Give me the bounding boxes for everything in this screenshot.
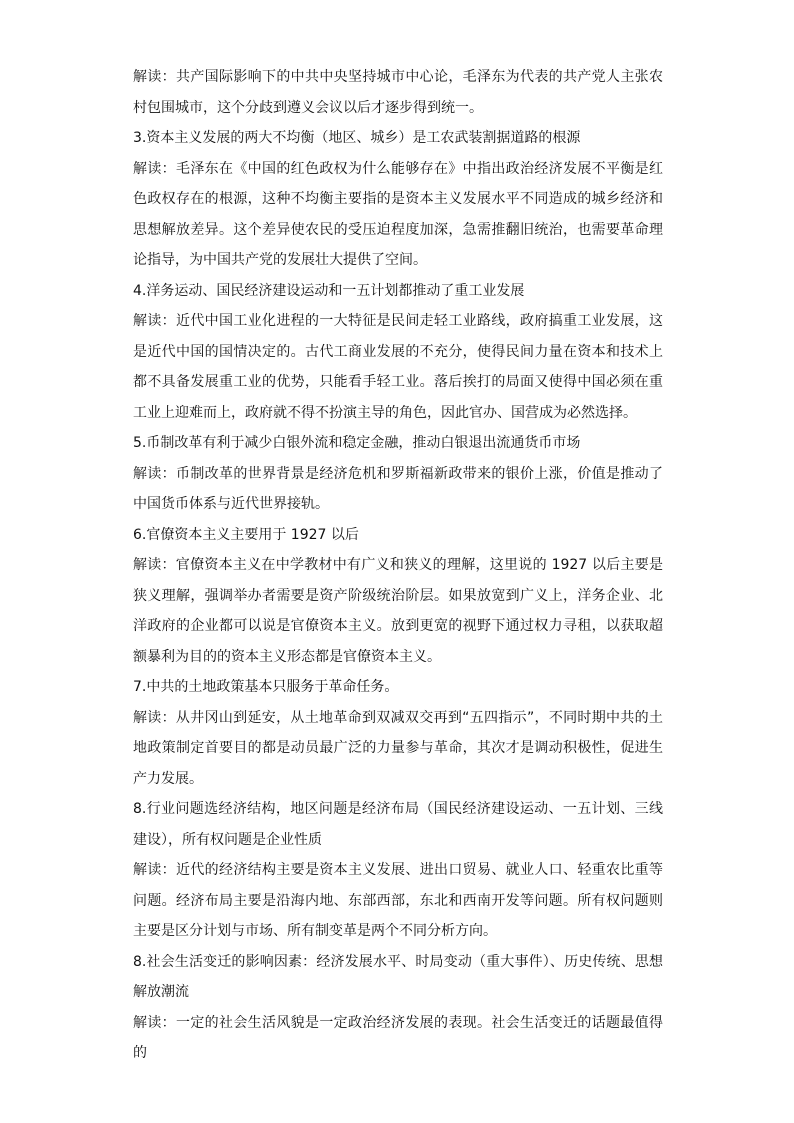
interpretation-paragraph: 解读：一定的社会生活风貌是一定政治经济发展的表现。社会生活变迁的话题最值得的 bbox=[133, 1014, 663, 1061]
point-heading-8b: 8.社会生活变迁的影响因素：经济发展水平、时局变动（重大事件）、历史传统、思想解放潮流 bbox=[133, 953, 663, 1000]
point-heading-8a: 8.行业问题选经济结构，地区问题是经济布局（国民经济建设运动、一五计划、三线建设），所有权问题是企业性质 bbox=[133, 801, 663, 848]
point-heading-4: 4.洋务运动、国民经济建设运动和一五计划都推动了重工业发展 bbox=[133, 282, 525, 299]
document-page bbox=[133, 62, 663, 1069]
interpretation-paragraph: 解读：近代的经济结构主要是资本主义发展、进出口贸易、就业人口、轻重农比重等问题。经济布局主要是沿海内地、东部西部，东北和西南开发等问题。所有权问题则主要是区分计划与市场、所有制变革是两个不同分析方向。 bbox=[133, 862, 663, 939]
interpretation-paragraph: 解读：共产国际影响下的中共中央坚持城市中心论，毛泽东为代表的共产党人主张农村包围城市，这个分歧到遵义会议以后才逐步得到统一。 bbox=[133, 69, 663, 116]
interpretation-paragraph: 解读：从井冈山到延安，从土地革命到双减双交再到“五四指示”，不同时期中共的土地政策制定首要目的都是动员最广泛的力量参与革命，其次才是调动积极性，促进生产力发展。 bbox=[133, 709, 663, 787]
interpretation-paragraph: 解读：官僚资本主义在中学教材中有广义和狭义的理解，这里说的 1927 以后主要是狭义理解，强调举办者需要是资产阶级统治阶层。如果放宽到广义上，洋务企业、北洋政府的企业都可以说是官僚资本主义。放到更宽的视野下通过权力寻租，以获取超额暴利为目的的资本主义形态都是官僚资本主义。 bbox=[133, 557, 663, 665]
interpretation-paragraph: 解读：毛泽东在《中国的红色政权为什么能够存在》中指出政治经济发展不平衡是红色政权存在的根源，这种不均衡主要指的是资本主义发展水平不同造成的城乡经济和思想解放差异。这个差异使农民的受压迫程度加深，急需推翻旧统治，也需要革命理论指导，为中国共产党的发展壮大提供了空间。 bbox=[133, 160, 663, 268]
interpretation-paragraph: 解读：币制改革的世界背景是经济危机和罗斯福新政带来的银价上涨，价值是推动了中国货币体系与近代世界接轨。 bbox=[133, 465, 663, 512]
point-heading-7: 7.中共的土地政策基本只服务于革命任务。 bbox=[133, 679, 399, 695]
point-heading-6: 6.官僚资本主义主要用于 1927 以后 bbox=[133, 526, 359, 543]
interpretation-paragraph: 解读：近代中国工业化进程的一大特征是民间走轻工业路线，政府搞重工业发展，这是近代中国的国情决定的。古代工商业发展的不充分，使得民间力量在资本和技术上都不具备发展重工业的优势，只能看手轻工业。落后挨打的局面又使得中国必须在重工业上迎难而上，政府就不得不扮演主导的角色，因此官办、国营成为必然选择。 bbox=[133, 313, 663, 421]
point-heading-3: 3.资本主义发展的两大不均衡（地区、城乡）是工农武装割据道路的根源 bbox=[133, 130, 581, 146]
point-heading-5: 5.币制改革有利于减少白银外流和稳定金融，推动白银退出流通货币市场 bbox=[133, 435, 581, 451]
